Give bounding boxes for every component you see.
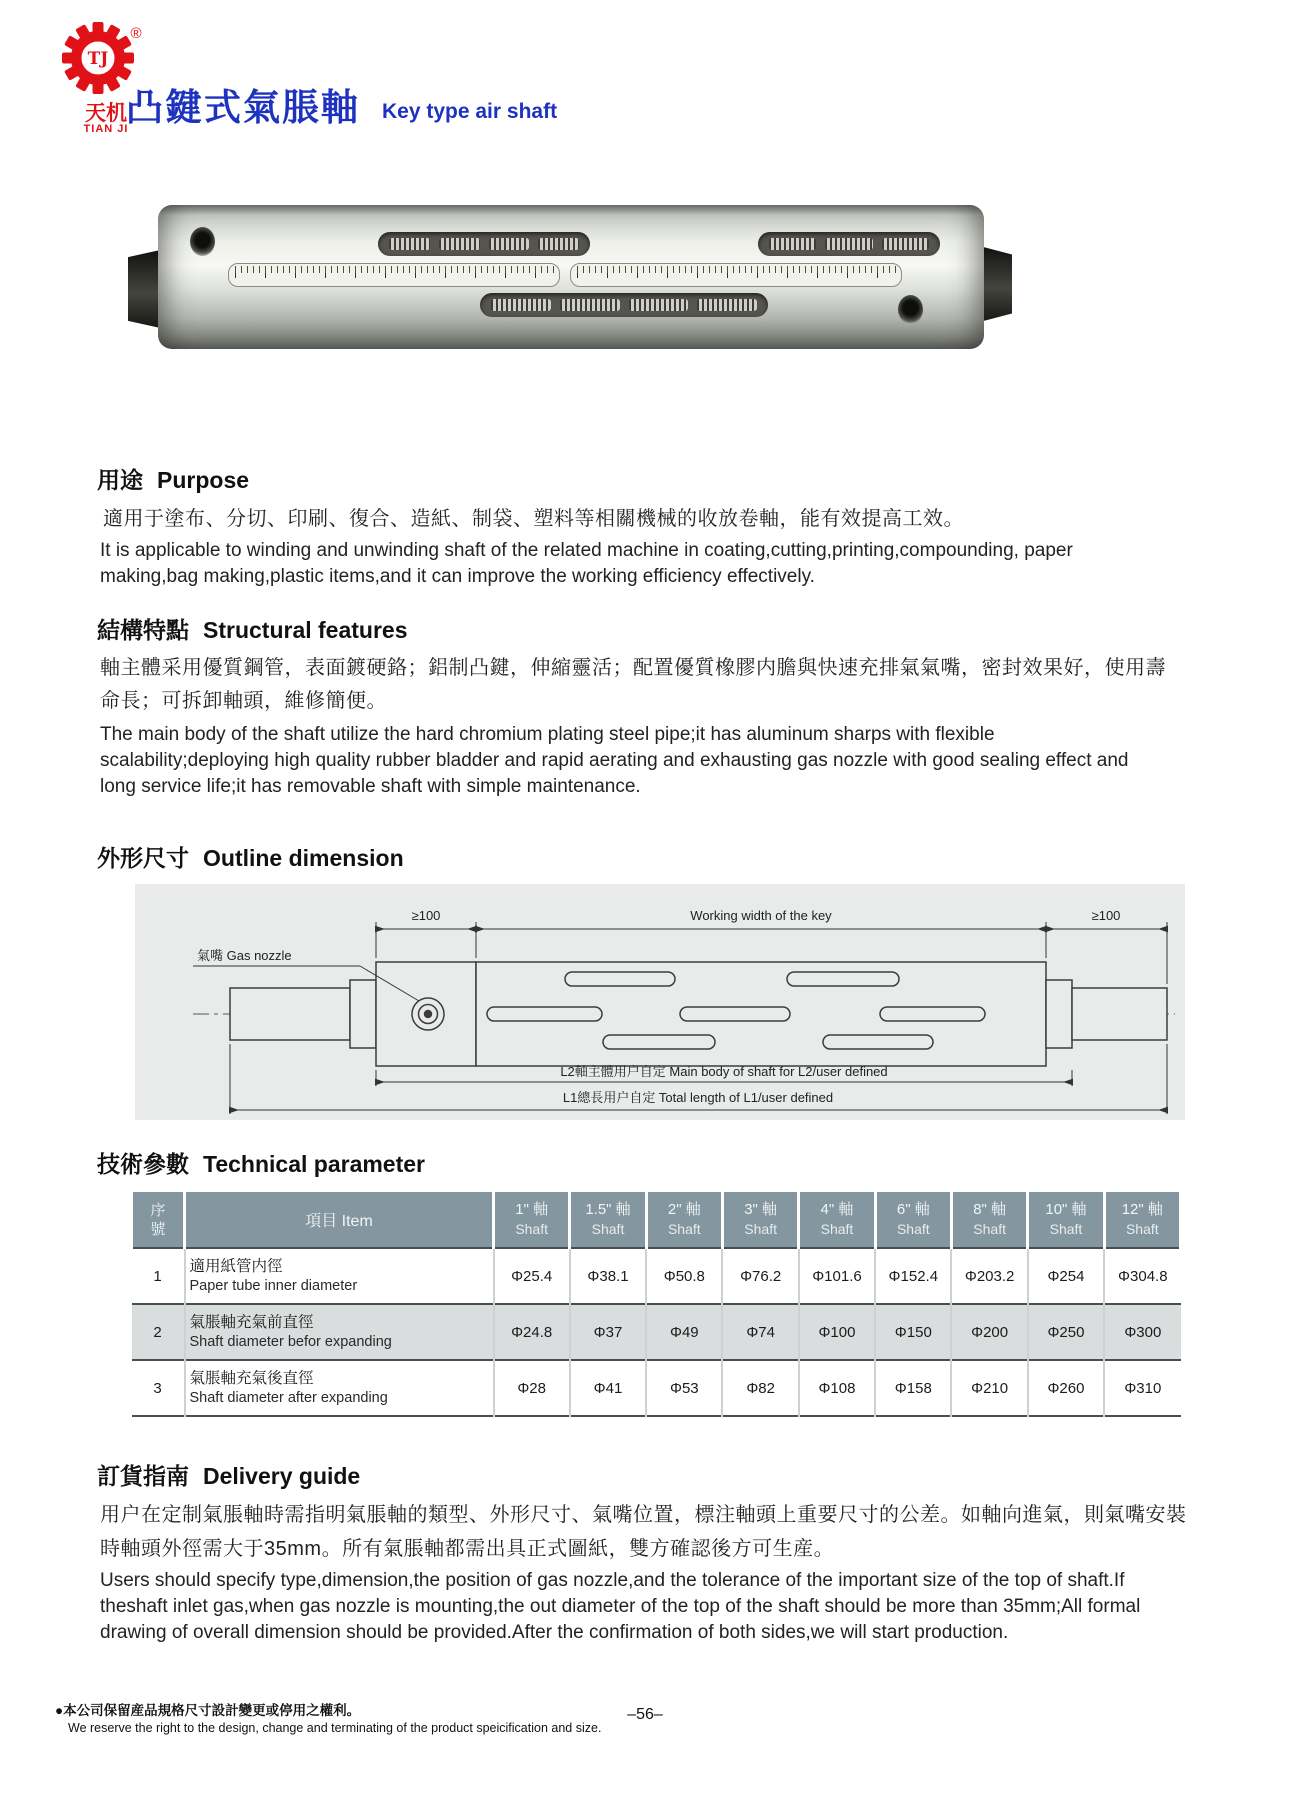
- delivery-heading: [97, 1458, 360, 1491]
- param-value: Φ37: [570, 1304, 646, 1360]
- outline-drawing: [135, 884, 1185, 1120]
- footer-note-en: We reserve the right to the design, change and terminating of the product speicification and size.: [68, 1721, 602, 1735]
- working-width-label: Working width of the key: [690, 908, 832, 923]
- features-text-cn: 軸主體采用優質鋼管，表面鍍硬鉻；鋁制凸鍵，伸縮靈活；配置優質橡膠内膽與快速充排氣氣嘴，密封效果好，使用壽命長；可拆卸軸頭，維修簡便。: [100, 657, 1166, 712]
- param-value: Φ203.2: [951, 1248, 1027, 1304]
- param-col-shaft-header: [1104, 1192, 1180, 1248]
- param-value: Φ100: [799, 1304, 875, 1360]
- row-item: [185, 1248, 494, 1304]
- param-value: Φ50.8: [646, 1248, 722, 1304]
- shaft-size-label: 2" 軸: [667, 1201, 701, 1218]
- row-item: [185, 1360, 494, 1416]
- bolt-hole: [898, 295, 923, 324]
- param-col-shaft-header: [722, 1192, 798, 1248]
- shaft-word-label: Shaft: [820, 1221, 854, 1237]
- row-item-en: Shaft diameter befor expanding: [189, 1334, 392, 1350]
- param-value: Φ310: [1124, 1379, 1162, 1397]
- product-photo: [128, 205, 1012, 353]
- features-heading-en: Structural features: [203, 617, 408, 643]
- param-row: [132, 1248, 1181, 1304]
- delivery-heading-en: Delivery guide: [203, 1463, 361, 1489]
- ruler-strip: [228, 263, 560, 287]
- param-row: [132, 1304, 1181, 1360]
- param-col-shaft-header: [570, 1192, 646, 1248]
- param-value: Φ28: [494, 1360, 570, 1416]
- param-value: Φ260: [1028, 1360, 1104, 1416]
- param-value: Φ41: [570, 1360, 646, 1416]
- shaft-size-label: 4" 軸: [820, 1201, 854, 1218]
- purpose-text-cn: 適用于塗布、分切、印刷、復合、造紙、制袋、塑料等相關機械的收放卷軸，能有效提高工效。: [103, 508, 964, 530]
- ruler-strip: [570, 263, 902, 287]
- param-value: Φ53: [646, 1360, 722, 1416]
- param-col-no-header: [132, 1192, 185, 1248]
- parameters-heading: [97, 1146, 425, 1179]
- l2-label: L2軸主體用户自定 Main body of shaft for L2/user defined: [560, 1064, 888, 1079]
- param-value: Φ49: [646, 1304, 722, 1360]
- param-value: Φ76.2: [722, 1248, 798, 1304]
- param-value: Φ24.8: [494, 1304, 570, 1360]
- param-col-shaft-header: [646, 1192, 722, 1248]
- shaft-size-label: 1" 軸: [515, 1201, 549, 1218]
- row-item-cn: 適用紙管内徑: [189, 1258, 283, 1275]
- l1-label: L1總長用户自定 Total length of L1/user defined: [562, 1090, 834, 1105]
- footer-note-cn-text: 本公司保留産品規格尺寸設計變更或停用之權利。: [63, 1703, 361, 1718]
- param-col-shaft-header: [494, 1192, 570, 1248]
- shaft-word-label: Shaft: [667, 1221, 701, 1237]
- row-number: 1: [132, 1248, 185, 1304]
- shaft-size-label: 3" 軸: [744, 1201, 778, 1218]
- page-title: [126, 88, 557, 128]
- outline-heading-cn: 外形尺寸: [97, 845, 189, 871]
- shaft-word-label: Shaft: [515, 1221, 549, 1237]
- row-item-en: Paper tube inner diameter: [189, 1278, 358, 1294]
- shaft-word-label: Shaft: [896, 1221, 930, 1237]
- shaft-size-label: 6" 軸: [896, 1201, 930, 1218]
- param-row: [132, 1360, 1181, 1416]
- features-heading: [97, 612, 408, 645]
- page-number: –56–: [627, 1706, 663, 1723]
- parameters-heading-en: Technical parameter: [203, 1151, 426, 1177]
- page-title-en: Key type air shaft: [382, 100, 558, 123]
- row-number: 3: [132, 1360, 185, 1416]
- param-value: Φ25.4: [494, 1248, 570, 1304]
- param-value: Φ250: [1028, 1304, 1104, 1360]
- param-value: Φ108: [799, 1360, 875, 1416]
- param-col-item-header: 項目 Item: [185, 1192, 494, 1248]
- param-value: Φ254: [1028, 1248, 1104, 1304]
- purpose-heading: [97, 462, 249, 495]
- shaft-word-label: Shaft: [744, 1221, 777, 1237]
- param-value: Φ152.4: [875, 1248, 951, 1304]
- purpose-text-en: It is applicable to winding and unwinding shaft of the related machine in coating,cutting,printing,compounding, paper making,bag making,plastic items,and it can improve the working efficiency effectively.: [100, 540, 1073, 587]
- shaft-size-label: 1.5" 軸: [585, 1201, 631, 1218]
- delivery-text-en: Users should specify type,dimension,the position of gas nozzle,and the tolerance of the important size of the top of shaft.If theshaft inlet gas,when gas nozzle is mounting,the out diameter of the top of the shaft should be more than 35mm;All formal drawing of overall dimension should be provided.After the confirmation of both sides,we will start production.: [100, 1570, 1141, 1643]
- shaft-word-label: Shaft: [1125, 1221, 1159, 1237]
- bolt-hole: [190, 227, 215, 256]
- footer-bullet-icon: ●: [55, 1703, 64, 1718]
- registered-mark-icon: ®: [130, 25, 142, 42]
- key-slot-group: [758, 232, 940, 256]
- param-value: Φ300: [1124, 1323, 1162, 1341]
- parameters-heading-cn: 技術參數: [97, 1151, 189, 1177]
- shaft-word-label: Shaft: [1049, 1221, 1083, 1237]
- param-col-shaft-header: [875, 1192, 951, 1248]
- param-value: Φ38.1: [570, 1248, 646, 1304]
- shaft-size-label: 8" 軸: [973, 1201, 1007, 1218]
- brand-name-en: TIAN JI: [83, 123, 129, 135]
- param-value: Φ101.6: [799, 1248, 875, 1304]
- gas-nozzle-label: 氣嘴 Gas nozzle: [197, 948, 292, 963]
- row-item: [185, 1304, 494, 1360]
- footer-note-cn: [55, 1699, 360, 1719]
- purpose-heading-cn: 用途: [97, 467, 143, 493]
- outline-heading: [97, 840, 404, 873]
- param-header-row: [132, 1192, 1181, 1248]
- brand-name-cn: 天机: [85, 100, 127, 125]
- logo-tj-text: TJ: [87, 49, 109, 69]
- features-heading-cn: 結構特點: [97, 617, 189, 643]
- delivery-text-cn: 用户在定制氣脹軸時需指明氣脹軸的類型、外形尺寸、氣嘴位置，標注軸頭上重要尺寸的公差。如軸向進氣，則氣嘴安裝時軸頭外徑需大于35mm。所有氣脹軸都需出具正式圖紙，雙方確認後方可生産。: [100, 1504, 1187, 1560]
- param-value: Φ200: [951, 1304, 1027, 1360]
- key-slot-group: [480, 293, 768, 317]
- shaft-word-label: Shaft: [973, 1221, 1006, 1237]
- shaft-word-label: Shaft: [591, 1221, 625, 1237]
- shaft-size-label: 12" 軸: [1121, 1201, 1163, 1218]
- row-number: 2: [132, 1304, 185, 1360]
- delivery-heading-cn: 訂貨指南: [97, 1463, 189, 1489]
- row-item-cn: 氣脹軸充氣前直徑: [189, 1314, 314, 1331]
- row-item-cn: 氣脹軸充氣後直徑: [189, 1370, 314, 1387]
- col-no-line2: 號: [150, 1220, 166, 1238]
- param-col-shaft-header: [799, 1192, 875, 1248]
- param-value: Φ304.8: [1118, 1267, 1168, 1285]
- param-value: Φ82: [722, 1360, 798, 1416]
- col-no-line1: 序: [150, 1201, 166, 1219]
- purpose-heading-en: Purpose: [157, 467, 250, 493]
- dim-left-label: ≥100: [411, 908, 441, 923]
- row-item-en: Shaft diameter after expanding: [189, 1390, 388, 1406]
- param-value: Φ150: [875, 1304, 951, 1360]
- features-text-en: The main body of the shaft utilize the hard chromium plating steel pipe;it has aluminum sharps with flexible scalability;deploying high quality rubber bladder and rapid aerating and exhausting gas nozzle with good sealing effect and long service life;it has removable shaft with simple maintenance.: [100, 724, 1129, 797]
- key-slot-group: [378, 232, 590, 256]
- dim-right-label: ≥100: [1091, 908, 1121, 923]
- param-value: Φ210: [951, 1360, 1027, 1416]
- param-value: Φ74: [722, 1304, 798, 1360]
- param-col-shaft-header: [1028, 1192, 1104, 1248]
- page-title-cn: 凸鍵式氣脹軸: [126, 87, 360, 128]
- shaft-size-label: 10" 軸: [1045, 1201, 1087, 1218]
- outline-heading-en: Outline dimension: [203, 845, 404, 871]
- param-value: Φ158: [875, 1360, 951, 1416]
- parameter-table: [130, 1192, 1182, 1417]
- param-col-shaft-header: [951, 1192, 1027, 1248]
